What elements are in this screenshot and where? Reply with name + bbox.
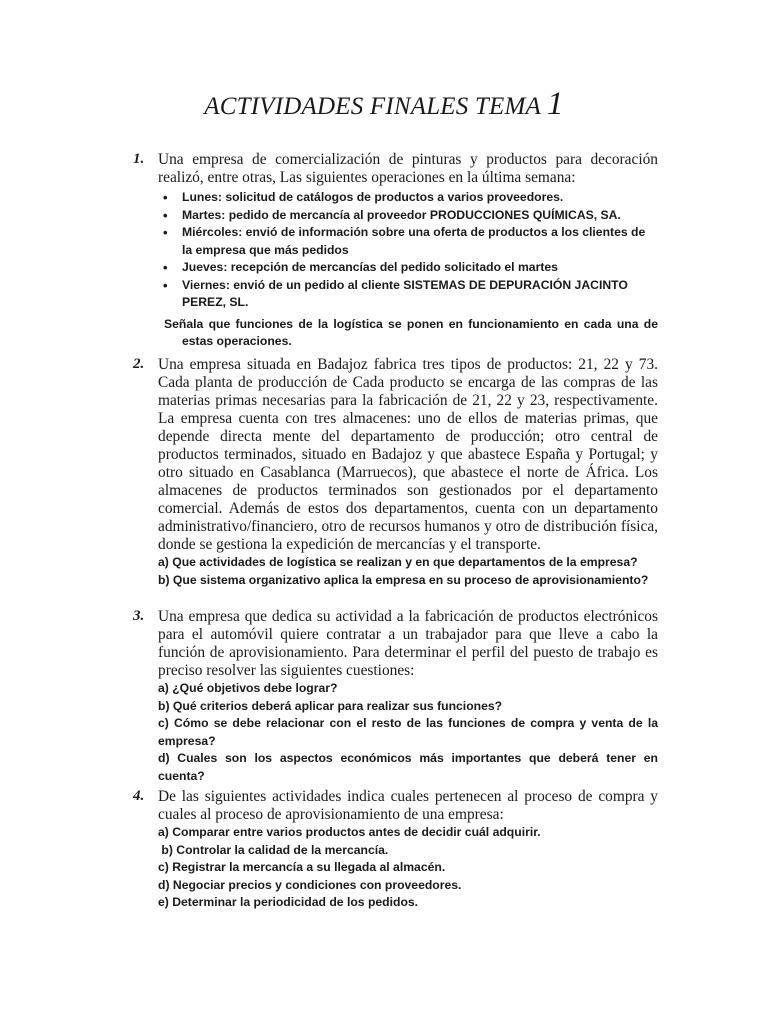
- page-title: [0, 86, 768, 123]
- question-intro: Una empresa que dedica su actividad a la fabricación de productos electrónicos para el automóvil quiere contratar a un trabajador para que lleve a cabo la función de aprovisionamiento. Para determinar el perfil del puesto de trabajo es preciso resolver las siguientes cuestiones:: [158, 608, 658, 679]
- sub-question: b) Que sistema organizativo aplica la empresa en su proceso de aprovisionamiento?: [158, 572, 649, 587]
- question-1: [133, 151, 658, 351]
- sub-question: d) Cuales son los aspectos económicos más importantes que deberá tener en cuenta?: [158, 751, 658, 783]
- sub-question-list: [158, 554, 658, 589]
- sub-question: e) Determinar la periodicidad de los pedidos.: [158, 895, 419, 909]
- question-4: [133, 788, 658, 912]
- question-number: 2.: [133, 356, 145, 372]
- list-item: • Miércoles: envió de información sobre una oferta de productos a los clientes de la empresa que más pedidos: [133, 224, 658, 259]
- sub-question: d) Negociar precios y condiciones con proveedores.: [158, 877, 462, 892]
- list-item: • Martes: pedido de mercancía al proveedor PRODUCCIONES QUÍMICAS, SA.: [133, 207, 658, 225]
- question-number: 3.: [133, 608, 145, 624]
- sub-question: a) Que actividades de logística se realizan y en que departamentos de la empresa?: [158, 555, 638, 569]
- list-item: • Lunes: solicitud de catálogos de productos a varios proveedores.: [133, 189, 658, 207]
- sub-question-list: [158, 680, 658, 785]
- sub-question: a) Comparar entre varios productos antes de decidir cuál adquirir.: [158, 825, 541, 839]
- sub-question: a) ¿Qué objetivos debe lograr?: [158, 681, 338, 695]
- question-number: 1.: [133, 151, 145, 167]
- sub-question: b) Controlar la calidad de la mercancía.: [158, 842, 389, 857]
- question-intro: De las siguientes actividades indica cuales pertenecen al proceso de compra y cuales al proceso de aprovisionamiento de una empresa:: [158, 788, 658, 823]
- bullet-list: [133, 189, 658, 312]
- question-intro: Una empresa de comercialización de pinturas y productos para decoración realizó, entre otras, Las siguientes operaciones en la última semana:: [158, 151, 658, 186]
- sub-question: c) Cómo se debe relacionar con el resto de las funciones de compra y venta de la empresa?: [158, 716, 658, 748]
- sub-question: c) Registrar la mercancía a su llegada al almacén.: [158, 860, 446, 874]
- question-intro: Una empresa situada en Badajoz fabrica tres tipos de productos: 21, 22 y 73. Cada planta de producción de Cada producto se encarga de las compras de las materias primas necesarias para la fabricación de 21, 22 y 23, respectivamente. La empresa cuenta con tres almacenes: uno de ellos de materias primas, que depende directa mente del departamento de producción; otro central de productos terminados, situado en Badajoz y que abastece España y Portugal; y otro situado en Casablanca (Marruecos), que abastece el norte de África. Los almacenes de productos terminados son gestionados por el departamento comercial. Además de estos dos departamentos, cuenta con un departamento administrativo/financiero, otro de recursos humanos y otro de distribución física, donde se gestiona la expedición de mercancías y el transporte.: [158, 356, 658, 553]
- list-item: • Viernes: envió de un pedido al cliente SISTEMAS DE DEPURACIÓN JACINTO PEREZ, SL.: [133, 277, 658, 312]
- sub-question-list: [158, 824, 658, 912]
- question-2: [133, 356, 658, 589]
- title-text: ACTIVIDADES FINALES TEMA: [204, 93, 547, 120]
- title-number: 1: [547, 86, 564, 122]
- list-item: • Jueves: recepción de mercancías del pedido solicitado el martes: [133, 259, 658, 277]
- question-3: [133, 608, 658, 785]
- question-closing: Señala que funciones de la logística se ponen en funcionamiento en cada una de estas operaciones.: [164, 316, 658, 348]
- sub-question: b) Qué criterios deberá aplicar para realizar sus funciones?: [158, 698, 503, 713]
- question-number: 4.: [133, 788, 145, 804]
